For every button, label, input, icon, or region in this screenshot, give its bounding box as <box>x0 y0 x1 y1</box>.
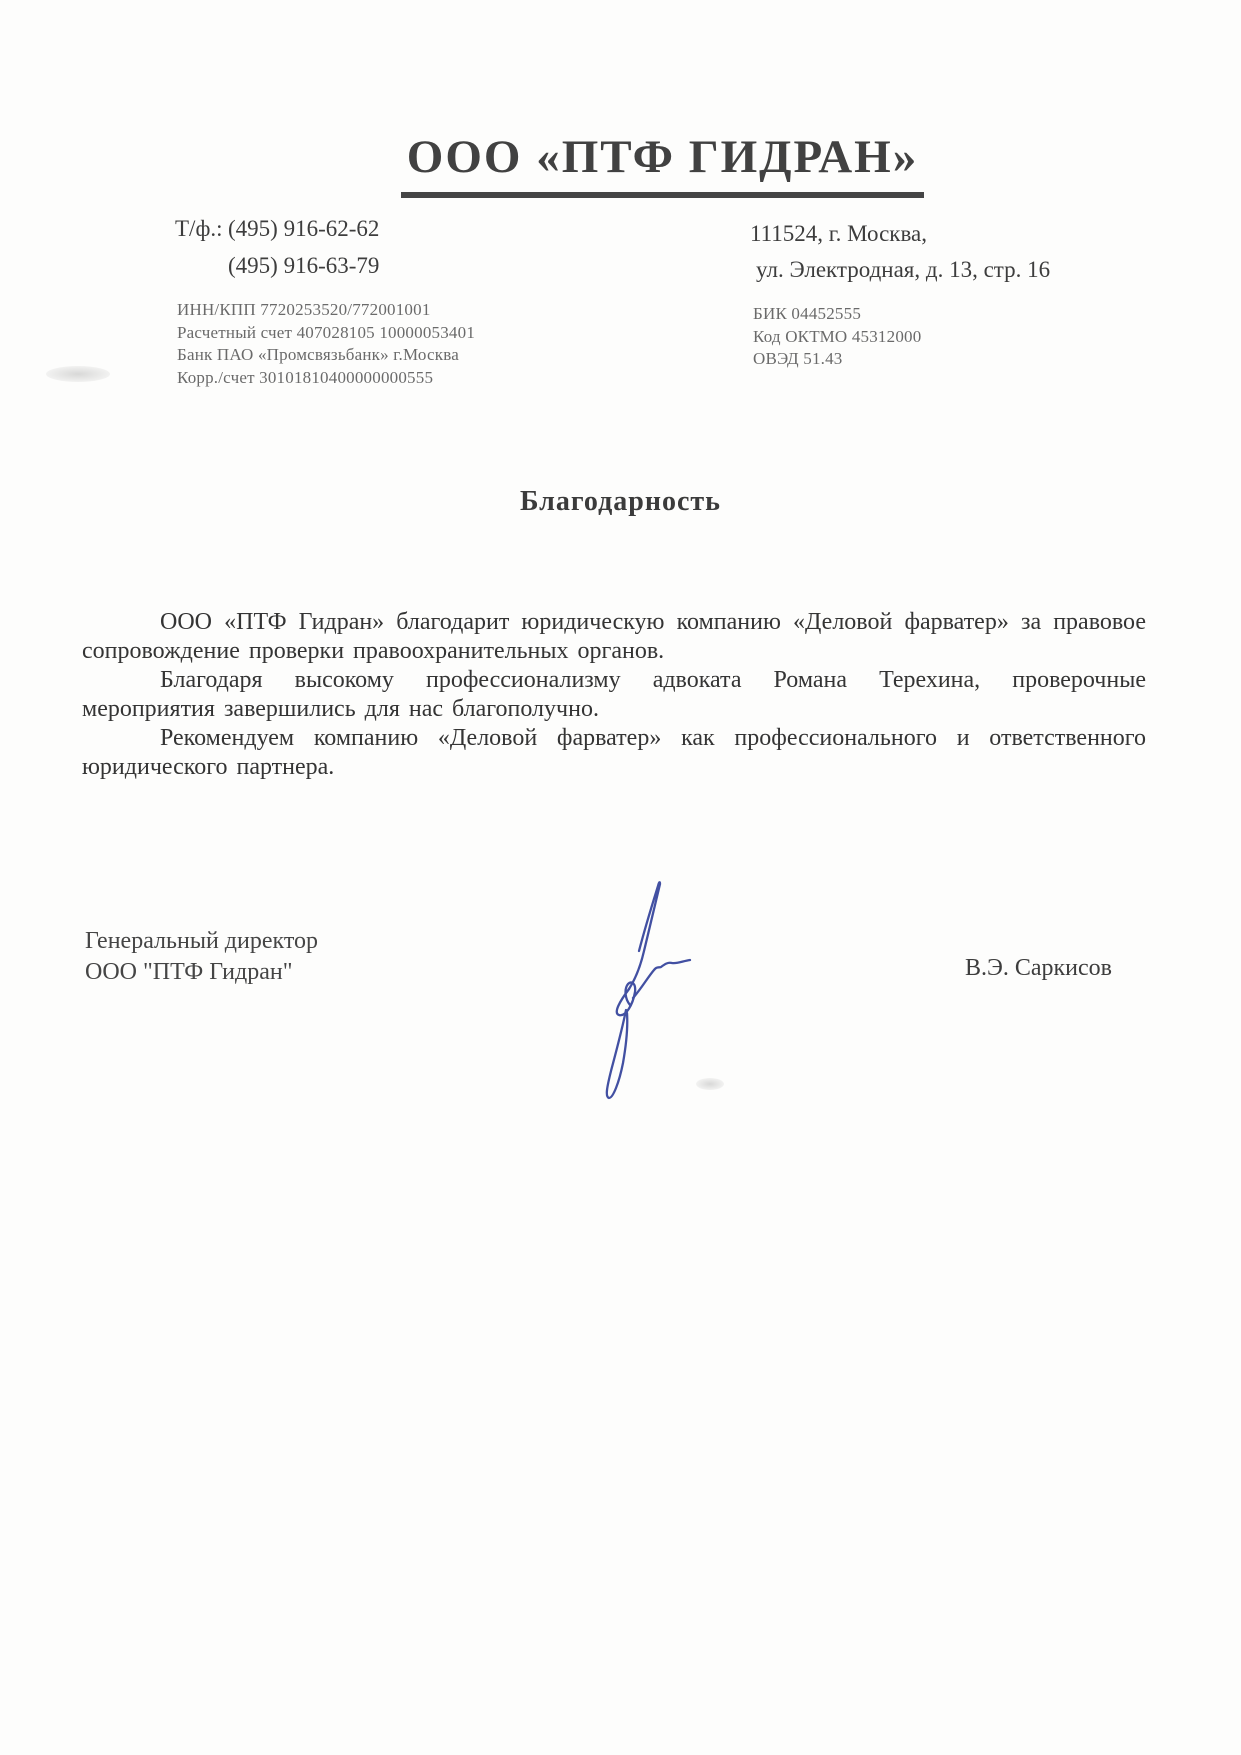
settlement-account: Расчетный счет 407028105 10000053401 <box>177 322 476 342</box>
signer-position-line-1: Генеральный директор <box>85 928 319 954</box>
phone-label: Т/ф.: <box>175 216 223 241</box>
oved: ОВЭД 51.43 <box>753 349 843 368</box>
inn-kpp: ИНН/КПП 7720253520/772001001 <box>177 300 431 319</box>
paragraph-2: Благодаря высокому профессионализму адвоката Романа Терехина, проверочные мероприятия завершились для нас благополучно. <box>82 667 1146 722</box>
letterhead <box>85 130 1240 198</box>
oktmo: Код ОКТМО 45312000 <box>753 326 922 346</box>
document-title: Благодарность <box>520 486 721 517</box>
document-title-row <box>0 486 1241 518</box>
signer-position <box>85 926 318 988</box>
address-line-2: ул. Электродная, д. 13, стр. 16 <box>756 257 1051 282</box>
address-line-1: 111524, г. Москва, <box>750 221 927 246</box>
contact-phones <box>175 210 379 284</box>
requisites-left <box>177 299 475 389</box>
phone-number-1: (495) 916-62-62 <box>228 216 380 241</box>
corr-account: Корр./счет 30101810400000000555 <box>177 367 434 387</box>
paragraph-1: ООО «ПТФ Гидран» благодарит юридическую компанию «Деловой фарватер» за правовое сопровождение проверки правоохранительных органов. <box>82 609 1146 664</box>
company-title: ООО «ПТФ ГИДРАН» <box>401 130 924 198</box>
scan-artifact <box>46 366 110 382</box>
paragraph-3: Рекомендуем компанию «Деловой фарватер» как профессионального и ответственного юридического партнера. <box>82 725 1146 780</box>
scan-artifact <box>696 1078 724 1090</box>
phone-number-2: (495) 916-63-79 <box>228 253 380 278</box>
bank-name: Банк ПАО «Промсвязьбанк» г.Москва <box>177 345 459 364</box>
signer-name: В.Э. Саркисов <box>965 955 1112 981</box>
signer-position-line-2: ООО "ПТФ Гидран" <box>85 959 293 985</box>
bik: БИК 04452555 <box>753 304 862 323</box>
requisites-right <box>753 303 921 371</box>
handwritten-signature <box>560 850 760 1130</box>
letter-body <box>82 608 1146 782</box>
contact-address <box>750 216 1050 288</box>
